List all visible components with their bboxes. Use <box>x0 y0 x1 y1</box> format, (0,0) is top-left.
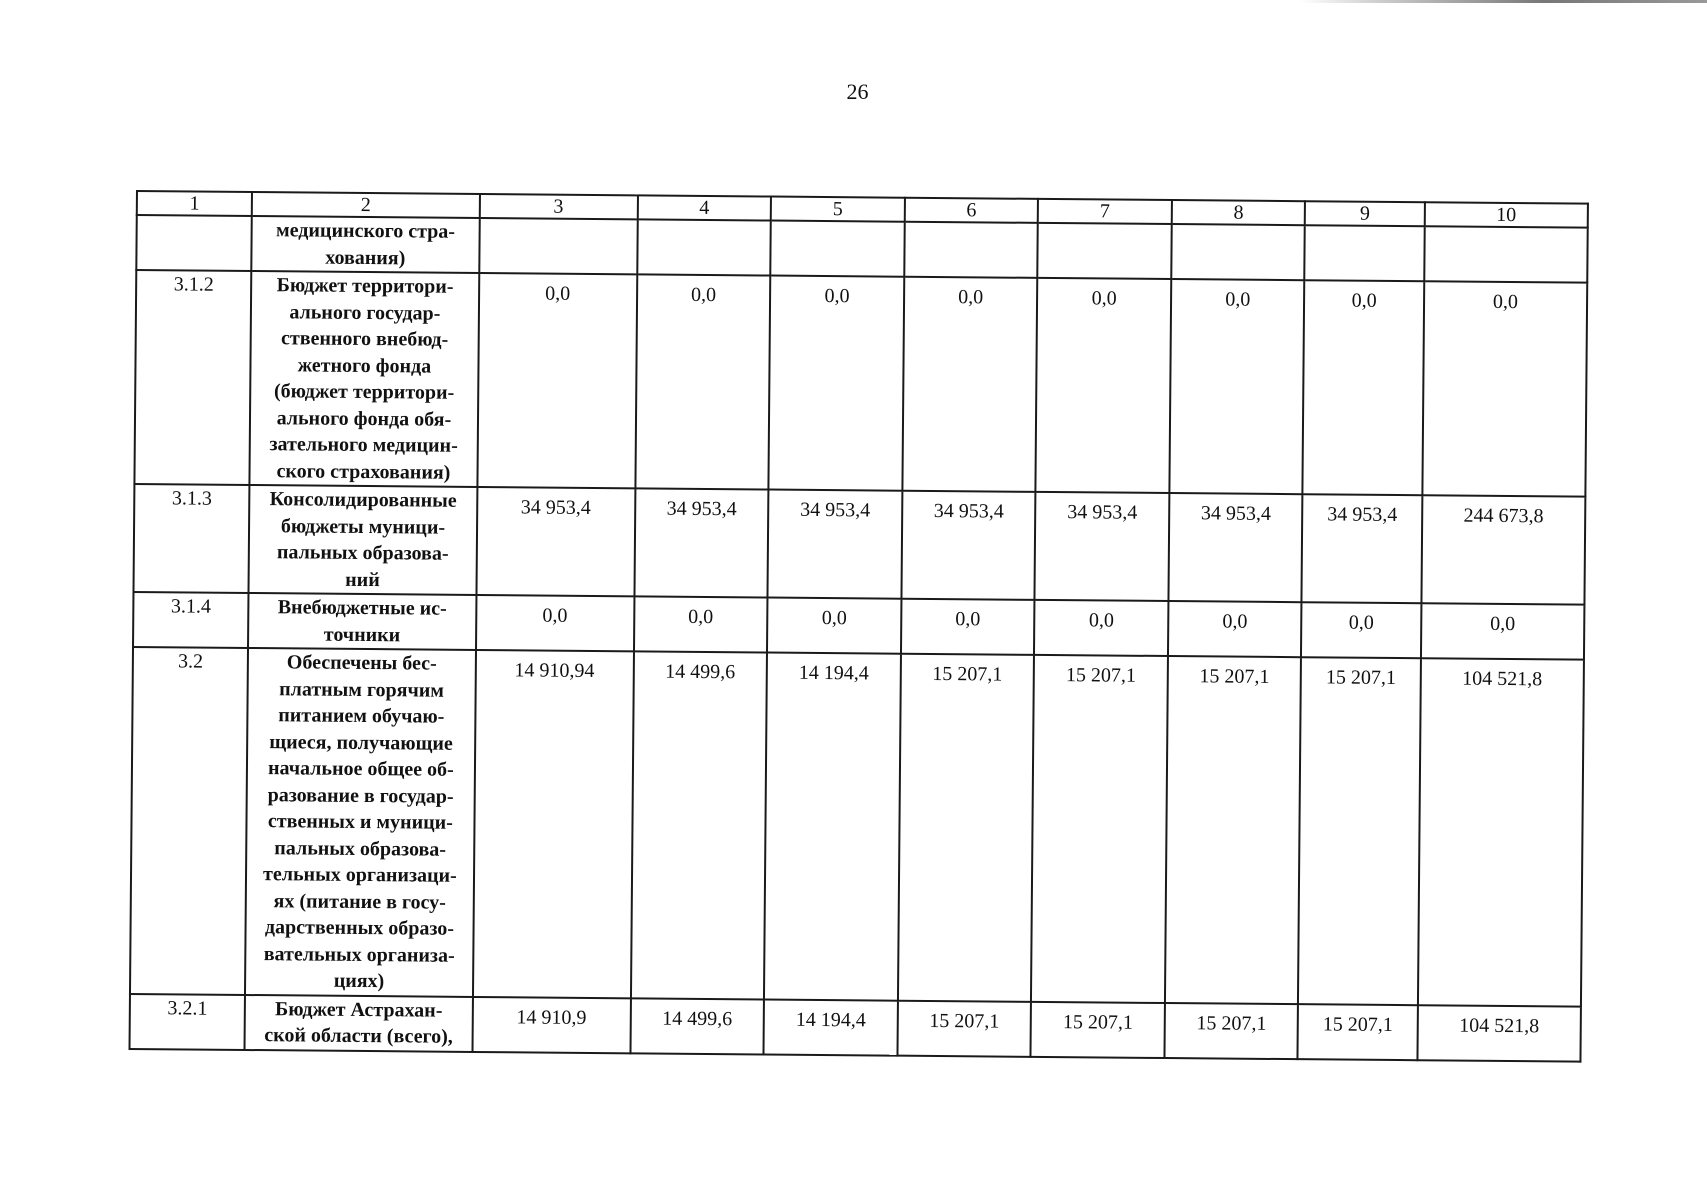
table-row <box>130 647 1584 1006</box>
value-cell: 15 207,1 <box>1031 1001 1165 1057</box>
table-body <box>130 215 1588 1061</box>
value-cell: 0,0 <box>902 277 1037 492</box>
value-cell <box>1424 226 1588 282</box>
value-cell <box>479 218 638 274</box>
value-cell: 15 207,1 <box>1164 1003 1298 1059</box>
table-row <box>130 993 1581 1061</box>
row-description-cell: Бюджет Астрахан- ской области (всего), <box>245 994 473 1051</box>
value-cell: 15 207,1 <box>1298 1004 1418 1060</box>
value-cell <box>1305 225 1425 281</box>
value-cell: 0,0 <box>1036 278 1171 493</box>
value-cell: 0,0 <box>1034 600 1168 656</box>
value-cell: 0,0 <box>635 274 770 489</box>
scan-edge-mark <box>1300 0 1707 3</box>
row-code-cell <box>136 215 252 271</box>
value-cell: 14 910,94 <box>473 650 634 998</box>
value-cell: 244 673,8 <box>1421 495 1585 604</box>
value-cell: 0,0 <box>1421 603 1585 659</box>
row-code-cell: 3.1.3 <box>133 484 249 593</box>
header-cell: 5 <box>771 197 905 222</box>
header-cell: 1 <box>137 191 252 216</box>
row-description-cell: Бюджет территори- ального государ- ственного внебюд- жетного фонда (бюджет территори- ального фонда обя- зательного медицин- ского страхования) <box>250 271 479 487</box>
page-number: 26 <box>846 79 869 104</box>
value-cell: 0,0 <box>1422 281 1587 496</box>
value-cell: 34 953,4 <box>768 490 902 599</box>
row-code-cell: 3.1.4 <box>133 592 249 648</box>
value-cell: 0,0 <box>1303 280 1424 495</box>
value-cell: 104 521,8 <box>1418 658 1584 1006</box>
value-cell: 14 194,4 <box>764 653 901 1001</box>
value-cell: 14 910,9 <box>472 996 631 1052</box>
value-cell: 14 499,6 <box>631 651 768 999</box>
header-cell: 4 <box>637 195 771 220</box>
header-cell: 8 <box>1172 200 1306 225</box>
value-cell: 0,0 <box>1168 601 1302 657</box>
row-description-cell: Внебюджетные ис- точники <box>248 593 476 650</box>
value-cell: 15 207,1 <box>1031 655 1168 1003</box>
row-code-cell: 3.1.2 <box>134 270 251 485</box>
value-cell: 0,0 <box>476 595 635 651</box>
value-cell: 14 194,4 <box>764 999 898 1055</box>
value-cell <box>1171 224 1305 280</box>
value-cell: 34 953,4 <box>1168 493 1302 602</box>
row-description-cell: медицинского стра- хования) <box>252 216 480 273</box>
value-cell: 34 953,4 <box>1035 492 1169 601</box>
value-cell: 34 953,4 <box>476 487 635 596</box>
table-row <box>134 270 1587 497</box>
value-cell: 14 499,6 <box>630 998 764 1054</box>
value-cell: 0,0 <box>634 596 768 652</box>
value-cell <box>1038 223 1172 279</box>
value-cell: 15 207,1 <box>1165 656 1302 1004</box>
table-row <box>133 484 1585 605</box>
header-cell: 6 <box>905 198 1039 223</box>
row-code-cell: 3.2 <box>130 647 248 994</box>
value-cell: 104 521,8 <box>1417 1005 1581 1061</box>
value-cell: 15 207,1 <box>897 1000 1031 1056</box>
value-cell: 34 953,4 <box>901 491 1035 600</box>
value-cell: 0,0 <box>901 599 1035 655</box>
value-cell: 0,0 <box>1301 602 1421 658</box>
value-cell <box>904 222 1038 278</box>
budget-table <box>128 190 1588 1062</box>
value-cell: 0,0 <box>769 276 904 491</box>
value-cell: 15 207,1 <box>898 654 1035 1002</box>
row-code-cell: 3.2.1 <box>130 993 246 1049</box>
row-description-cell: Обеспечены бес- платным горячим питанием обучаю- щиеся, получающие начальное общее об- разование в государ- ственных и муници- пальных образова- тельных организаци- ях (питание в госу- дарственных образо- вательных организа- циях) <box>245 648 475 996</box>
value-cell: 0,0 <box>767 598 901 654</box>
value-cell <box>637 219 771 275</box>
header-cell: 10 <box>1424 202 1587 227</box>
row-description-cell: Консолидированные бюджеты муници- пальных образова- ний <box>249 485 477 595</box>
header-cell: 9 <box>1305 201 1425 226</box>
table-container <box>128 190 1588 1062</box>
value-cell: 34 953,4 <box>1302 494 1422 603</box>
header-cell: 7 <box>1038 199 1172 224</box>
value-cell: 0,0 <box>1169 279 1304 494</box>
value-cell: 34 953,4 <box>634 488 768 597</box>
value-cell <box>770 221 904 277</box>
value-cell: 0,0 <box>477 273 637 488</box>
header-cell: 2 <box>252 192 480 218</box>
value-cell: 15 207,1 <box>1298 657 1420 1005</box>
header-cell: 3 <box>479 194 637 219</box>
